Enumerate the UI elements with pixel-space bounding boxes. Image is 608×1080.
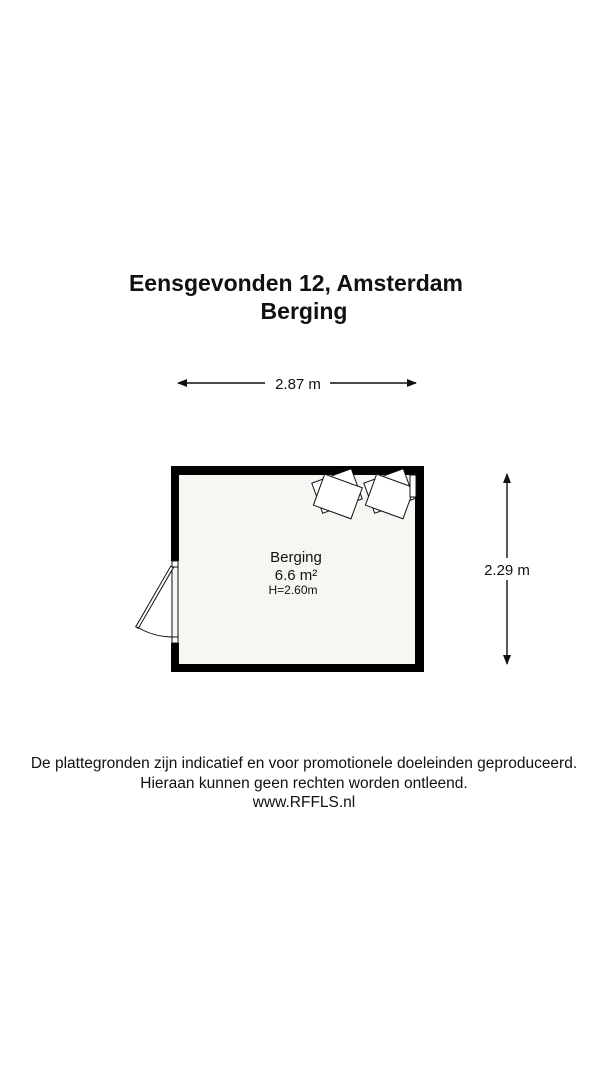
depth-dimension — [484, 474, 530, 664]
wall-bottom — [171, 664, 424, 672]
room-label — [268, 549, 321, 597]
depth-dimension-label: 2.29 m — [484, 562, 530, 579]
plan-title-address: Eensgevonden 12, Amsterdam — [128, 270, 464, 296]
storage-niche — [410, 475, 416, 497]
wall-left-upper — [171, 466, 179, 561]
room-height: H=2.60m — [268, 583, 318, 597]
width-dimension-label: 2.87 m — [275, 376, 321, 393]
wall-top — [171, 466, 424, 475]
wall-left-lower — [171, 643, 179, 672]
room-area: 6.6 m² — [274, 567, 318, 584]
width-dimension — [178, 376, 416, 393]
door-leaf — [136, 566, 174, 628]
disclaimer-text: De plattegronden zijn indicatief en voor promotionele doeleinden geproduceerd. — [30, 755, 578, 772]
door — [136, 561, 178, 643]
door-frame-bottom — [172, 637, 178, 643]
disclaimer-rights-text: Hieraan kunnen geen rechten worden ontleend. — [140, 775, 468, 792]
door-swing-arc — [137, 627, 172, 637]
door-frame-top — [172, 561, 178, 567]
website-text: www.RFFLS.nl — [252, 794, 356, 811]
plan-title-floor: Berging — [260, 298, 348, 324]
room-name: Berging — [270, 549, 322, 566]
